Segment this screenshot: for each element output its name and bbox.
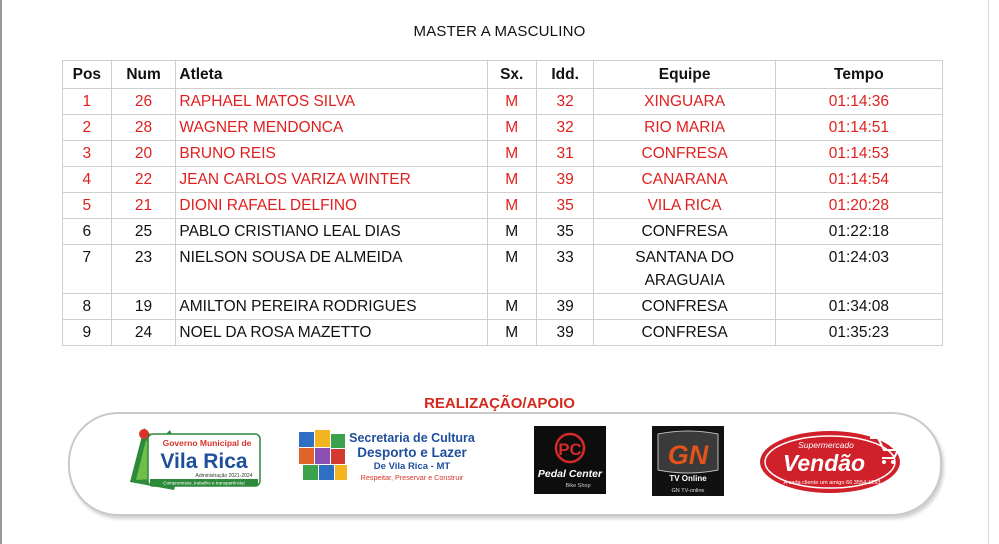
cell-atleta: DIONI RAFAEL DELFINO <box>176 193 487 219</box>
cell-num: 23 <box>111 245 176 294</box>
cell-pos: 5 <box>63 193 112 219</box>
table-row <box>63 219 943 245</box>
gn-tv-online-logo <box>652 426 724 496</box>
vila-rica-top-text: Governo Municipal de <box>162 438 252 448</box>
vila-rica-admin: Administração 2021-2024 <box>195 473 253 479</box>
vila-rica-motto: Compromisso, trabalho e transparência! <box>163 480 245 486</box>
page-right-edge <box>988 0 989 544</box>
cell-sx: M <box>487 294 536 320</box>
secretaria-line1: Secretaria de Cultura <box>349 431 475 445</box>
cell-equipe: CONFRESA <box>594 141 775 167</box>
header-atleta: Atleta <box>176 61 487 89</box>
header-equipe: Equipe <box>594 61 775 89</box>
header-row <box>63 61 943 89</box>
cell-atleta: AMILTON PEREIRA RODRIGUES <box>176 294 487 320</box>
supermercado-vendao-logo <box>758 426 906 496</box>
vila-rica-logo <box>114 420 264 500</box>
cell-num: 19 <box>111 294 176 320</box>
cell-tempo: 01:14:53 <box>775 141 942 167</box>
cell-pos: 1 <box>63 89 112 115</box>
cell-atleta: NIELSON SOUSA DE ALMEIDA <box>176 245 487 294</box>
cell-sx: M <box>487 245 536 294</box>
results-table <box>62 60 943 346</box>
cell-sx: M <box>487 141 536 167</box>
cell-equipe: CONFRESA <box>594 320 775 346</box>
table-row <box>63 245 943 294</box>
cell-sx: M <box>487 193 536 219</box>
cell-equipe: CANARANA <box>594 167 775 193</box>
gn-tv-online-text: TV Online <box>669 474 707 483</box>
cell-tempo: 01:24:03 <box>775 245 942 294</box>
cell-atleta: JEAN CARLOS VARIZA WINTER <box>176 167 487 193</box>
cell-tempo: 01:14:54 <box>775 167 942 193</box>
cell-pos: 9 <box>63 320 112 346</box>
cell-sx: M <box>487 219 536 245</box>
page-left-edge <box>0 0 2 544</box>
cell-pos: 7 <box>63 245 112 294</box>
cell-sx: M <box>487 115 536 141</box>
header-pos: Pos <box>63 61 112 89</box>
vendao-top-text: Supermercado <box>798 440 854 450</box>
secretaria-cultura-logo <box>297 428 477 494</box>
cell-idd: 32 <box>536 89 594 115</box>
cell-tempo: 01:22:18 <box>775 219 942 245</box>
cell-sx: M <box>487 320 536 346</box>
cell-idd: 35 <box>536 193 594 219</box>
cell-idd: 31 <box>536 141 594 167</box>
cell-pos: 8 <box>63 294 112 320</box>
cell-tempo: 01:34:08 <box>775 294 942 320</box>
cell-num: 25 <box>111 219 176 245</box>
cell-idd: 39 <box>536 294 594 320</box>
table-row <box>63 141 943 167</box>
cell-equipe: RIO MARIA <box>594 115 775 141</box>
cell-num: 21 <box>111 193 176 219</box>
secretaria-line3: De Vila Rica - MT <box>373 461 451 472</box>
cell-tempo: 01:35:23 <box>775 320 942 346</box>
pedal-center-name: Pedal Center <box>537 468 603 480</box>
cell-equipe: CONFRESA <box>594 219 775 245</box>
cell-pos: 3 <box>63 141 112 167</box>
secretaria-line4: Respeitar, Preservar e Construir <box>360 473 464 482</box>
table-row <box>63 193 943 219</box>
cell-idd: 35 <box>536 219 594 245</box>
cell-equipe: XINGUARA <box>594 89 775 115</box>
cell-num: 26 <box>111 89 176 115</box>
header-tempo: Tempo <box>775 61 942 89</box>
cell-equipe: CONFRESA <box>594 294 775 320</box>
gn-mark: GN <box>667 440 709 470</box>
vendao-footer: A cada cliente um amigo 66 3554-1293 <box>783 480 881 486</box>
pedal-center-mark: PC <box>558 440 582 459</box>
table-row <box>63 115 943 141</box>
cell-num: 28 <box>111 115 176 141</box>
cell-atleta: BRUNO REIS <box>176 141 487 167</box>
table-row <box>63 294 943 320</box>
cell-atleta: PABLO CRISTIANO LEAL DIAS <box>176 219 487 245</box>
cell-atleta: NOEL DA ROSA MAZETTO <box>176 320 487 346</box>
cell-pos: 2 <box>63 115 112 141</box>
sponsors-heading: REALIZAÇÃO/APOIO <box>424 395 575 412</box>
cell-equipe: VILA RICA <box>594 193 775 219</box>
cell-num: 24 <box>111 320 176 346</box>
cell-tempo: 01:14:36 <box>775 89 942 115</box>
cell-sx: M <box>487 89 536 115</box>
cell-idd: 39 <box>536 320 594 346</box>
table-row <box>63 89 943 115</box>
table-row <box>63 320 943 346</box>
sponsor-logo-strip <box>68 412 942 516</box>
vila-rica-name: Vila Rica <box>160 450 248 473</box>
cell-idd: 39 <box>536 167 594 193</box>
cell-pos: 6 <box>63 219 112 245</box>
cell-idd: 33 <box>536 245 594 294</box>
cell-sx: M <box>487 167 536 193</box>
pedal-center-sub: Bike Shop <box>565 483 591 489</box>
table-row <box>63 167 943 193</box>
cell-atleta: WAGNER MENDONCA <box>176 115 487 141</box>
cell-tempo: 01:14:51 <box>775 115 942 141</box>
cell-num: 20 <box>111 141 176 167</box>
vendao-name: Vendão <box>782 450 866 476</box>
secretaria-line2: Desporto e Lazer <box>357 445 467 460</box>
cell-equipe: SANTANA DO ARAGUAIA <box>594 245 775 294</box>
cell-idd: 32 <box>536 115 594 141</box>
cell-pos: 4 <box>63 167 112 193</box>
header-num: Num <box>111 61 176 89</box>
pedal-center-logo <box>534 426 606 494</box>
header-sx: Sx. <box>487 61 536 89</box>
page-title: MASTER A MASCULINO <box>413 23 586 40</box>
cell-num: 22 <box>111 167 176 193</box>
gn-handle: GN TV-online <box>671 488 705 494</box>
cell-tempo: 01:20:28 <box>775 193 942 219</box>
header-idd: Idd. <box>536 61 594 89</box>
cell-atleta: RAPHAEL MATOS SILVA <box>176 89 487 115</box>
